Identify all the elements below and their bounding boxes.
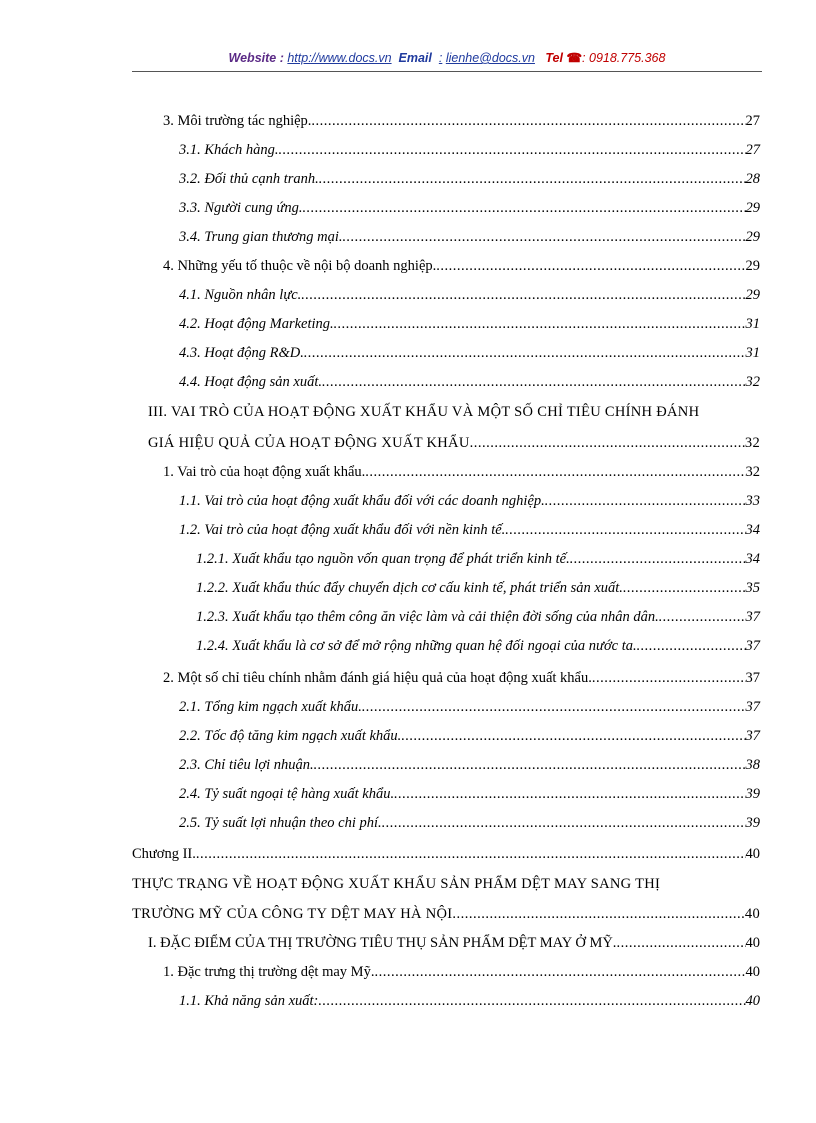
toc-entry-title: I. ĐẶC ĐIỂM CỦA THỊ TRƯỜNG TIÊU THỤ SẢN PHẨM DỆT MAY Ở MỸ. [148, 935, 617, 951]
leader-dots [616, 929, 745, 957]
leader-dots [322, 368, 746, 396]
leader-dots [318, 987, 745, 1015]
leader-dots [505, 516, 745, 544]
toc-entry[interactable] [179, 809, 760, 837]
toc-entry-title: 1.2.2. Xuất khẩu thúc đẩy chuyển dịch cơ cấu kinh tế, phát triển sản xuất. [196, 580, 623, 596]
toc-entry[interactable] [179, 722, 760, 750]
toc-entry-title: 3. Môi trường tác nghiệp. [163, 113, 312, 129]
toc-entry-page: 40 [745, 964, 760, 980]
toc-entry-page: 29 [745, 287, 760, 303]
toc-entry[interactable] [179, 310, 760, 338]
toc-entry-title: 1.2.4. Xuất khẩu là cơ sở để mở rộng những quan hệ đối ngoại của nước ta. [196, 638, 637, 654]
toc-entry[interactable] [148, 929, 760, 957]
leader-dots [302, 194, 745, 222]
toc-entry-title: 2.1. Tổng kim ngạch xuất khẩu. [179, 699, 362, 715]
leader-dots [436, 252, 745, 280]
toc-entry-title: 3.3. Người cung ứng. [179, 200, 303, 216]
toc-entry[interactable] [179, 339, 760, 367]
leader-dots [343, 223, 746, 251]
leader-dots [196, 840, 746, 868]
toc-entry[interactable] [179, 516, 760, 544]
toc-entry-page: 31 [745, 316, 760, 332]
toc-entry-title: 1. Vai trò của hoạt động xuất khẩu. [163, 464, 366, 480]
toc-entry-title: 1.2. Vai trò của hoạt động xuất khẩu đối với nền kinh tế. [179, 522, 506, 538]
toc-entry-title: Chương II. [132, 846, 196, 862]
toc-entry-page: 29 [745, 229, 760, 245]
toc-entry-page: 40 [745, 846, 760, 862]
toc-entry[interactable] [163, 252, 760, 280]
toc-entry-page: 40 [745, 993, 760, 1009]
toc-entry[interactable] [179, 987, 760, 1015]
leader-dots [314, 751, 746, 779]
toc-entry-title: 1.1. Khả năng sản xuất: [179, 993, 319, 1009]
toc-entry-title: 4.4. Hoạt động sản xuất. [179, 374, 322, 390]
leader-dots [374, 958, 745, 986]
toc-entry[interactable] [179, 223, 760, 251]
toc-entry-page: 28 [745, 171, 760, 187]
toc-entry-title: 2.3. Chỉ tiêu lợi nhuận. [179, 757, 314, 773]
header-divider [132, 71, 762, 72]
toc-entry-title: 1.2.3. Xuất khẩu tạo thêm công ăn việc làm và cải thiện đời sống của nhân dân. [196, 609, 659, 625]
toc-entry[interactable] [196, 574, 760, 602]
toc-entry[interactable] [196, 545, 760, 573]
toc-section-heading[interactable]: THỰC TRẠNG VỀ HOẠT ĐỘNG XUẤT KHẨU SẢN PHẨM DỆT MAY SANG THỊ [132, 876, 661, 892]
toc-entry-title: 2.4. Tỷ suất ngoại tệ hàng xuất khẩu. [179, 786, 395, 802]
toc-entry[interactable] [179, 136, 760, 164]
toc-entry[interactable] [196, 603, 760, 631]
toc-entry-page: 29 [745, 258, 760, 274]
toc-entry-title: 2.2. Tốc độ tăng kim ngạch xuất khẩu. [179, 728, 402, 744]
toc-entry-title: TRƯỜNG MỸ CỦA CÔNG TY DỆT MAY HÀ NỘI [132, 906, 453, 922]
toc-entry-page: 37 [745, 728, 760, 744]
toc-entry-page: 40 [744, 906, 760, 922]
toc-entry-page: 29 [745, 200, 760, 216]
toc-entry[interactable] [132, 900, 760, 928]
toc-entry[interactable] [179, 368, 760, 396]
toc-entry-page: 31 [745, 345, 760, 361]
email-link[interactable]: lienhe@docs.vn [445, 51, 535, 65]
toc-entry[interactable] [163, 664, 760, 692]
website-link[interactable]: http://www.docs.vn [287, 51, 392, 65]
toc-entry-page: 38 [745, 757, 760, 773]
toc-entry[interactable] [163, 458, 760, 486]
website-label: Website : [228, 51, 284, 65]
toc-entry-title: 3.2. Đối thủ cạnh tranh. [179, 171, 319, 187]
leader-dots [394, 780, 745, 808]
leader-dots [334, 310, 746, 338]
leader-dots [365, 458, 745, 486]
leader-dots [570, 545, 746, 573]
leader-dots [623, 574, 746, 602]
leader-dots [452, 900, 745, 928]
toc-entry[interactable] [179, 165, 760, 193]
toc-entry-page: 39 [745, 815, 760, 831]
toc-entry-title: 4.1. Nguồn nhân lực. [179, 287, 302, 303]
toc-entry-page: 37 [745, 638, 760, 654]
toc-entry-page: 37 [745, 670, 760, 686]
leader-dots [592, 664, 746, 692]
toc-entry[interactable] [163, 958, 760, 986]
leader-dots [319, 165, 746, 193]
leader-dots [545, 487, 746, 515]
toc-entry-page: 32 [744, 435, 760, 451]
toc-entry[interactable] [132, 840, 760, 868]
leader-dots [637, 632, 746, 660]
toc-entry[interactable] [179, 751, 760, 779]
toc-entry-title: 2.5. Tỷ suất lợi nhuận theo chi phí. [179, 815, 382, 831]
phone-icon: ☎ [566, 51, 583, 65]
toc-entry-page: 34 [745, 522, 760, 538]
toc-entry-page: 37 [745, 609, 760, 625]
toc-entry-title: GIÁ HIỆU QUẢ CỦA HOẠT ĐỘNG XUẤT KHẨU [148, 435, 470, 451]
toc-entry-title: 1.2.1. Xuất khẩu tạo nguồn vốn quan trọng để phát triển kinh tế. [196, 551, 570, 567]
leader-dots [311, 107, 745, 135]
toc-entry[interactable] [179, 487, 760, 515]
toc-entry[interactable] [179, 780, 760, 808]
toc-entry[interactable] [179, 693, 760, 721]
toc-entry-title: 4. Những yếu tố thuộc về nội bộ doanh nghiệp. [163, 258, 437, 274]
toc-entry-page: 27 [745, 142, 760, 158]
toc-entry-page: 35 [745, 580, 760, 596]
toc-entry-page: 37 [745, 699, 760, 715]
toc-entry-title: 1. Đặc trưng thị trường dệt may Mỹ. [163, 964, 375, 980]
email-separator: : [438, 51, 443, 65]
toc-entry-title: 3.1. Khách hàng. [179, 142, 279, 158]
toc-section-heading[interactable]: III. VAI TRÒ CỦA HOẠT ĐỘNG XUẤT KHẨU VÀ MỘT SỐ CHỈ TIÊU CHÍNH ĐÁNH [148, 404, 700, 420]
toc-entry-title: 2. Một số chỉ tiêu chính nhằm đánh giá hiệu quả của hoạt động xuất khẩu. [163, 670, 592, 686]
toc-entry[interactable] [196, 632, 760, 660]
leader-dots [659, 603, 746, 631]
toc-entry-title: 1.1. Vai trò của hoạt động xuất khẩu đối với các doanh nghiệp. [179, 493, 545, 509]
toc-entry-title: 4.3. Hoạt động R&D. [179, 345, 304, 361]
toc-entry-title: 4.2. Hoạt động Marketing. [179, 316, 334, 332]
toc-entry-page: 33 [745, 493, 760, 509]
toc-entry[interactable] [179, 281, 760, 309]
toc-entry-page: 39 [745, 786, 760, 802]
toc-entry-page: 34 [745, 551, 760, 567]
toc-entry-page: 40 [745, 935, 760, 951]
leader-dots [401, 722, 745, 750]
toc-entry[interactable] [148, 429, 760, 457]
leader-dots [382, 809, 746, 837]
leader-dots [362, 693, 746, 721]
email-label: Email [398, 51, 432, 65]
page-header [132, 50, 762, 72]
toc-entry[interactable] [163, 107, 760, 135]
tel-label: Tel [545, 51, 563, 65]
toc-entry-title: 3.4. Trung gian thương mại. [179, 229, 343, 245]
leader-dots [278, 136, 745, 164]
leader-dots [301, 281, 745, 309]
leader-dots [304, 339, 746, 367]
leader-dots [470, 429, 745, 457]
phone-number: : 0918.775.368 [582, 51, 666, 65]
toc-entry-page: 27 [745, 113, 760, 129]
toc-entry[interactable] [179, 194, 760, 222]
toc-entry-page: 32 [745, 464, 760, 480]
toc-entry-page: 32 [745, 374, 760, 390]
